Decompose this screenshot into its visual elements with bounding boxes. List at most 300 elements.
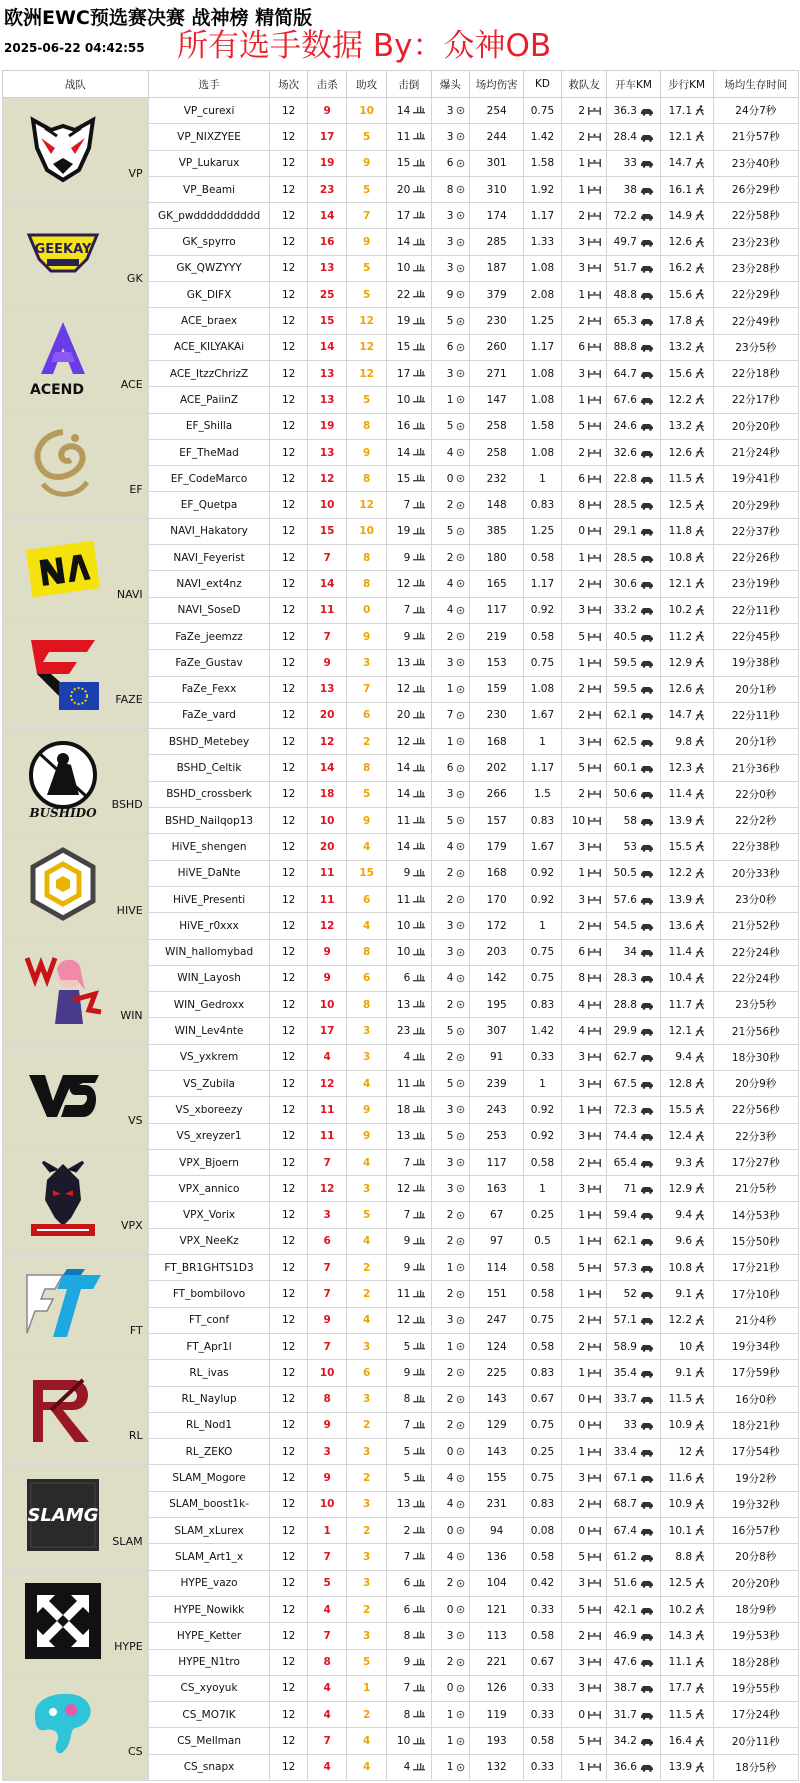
knock-icon <box>413 737 425 746</box>
walk-km-cell-value: 9.4 <box>675 1051 693 1064</box>
revives-cell-value: 3 <box>578 893 586 906</box>
knock-icon <box>413 159 425 168</box>
walk-km-cell-value: 12.6 <box>668 446 693 459</box>
drive-km-cell-value: 51.7 <box>613 262 637 275</box>
matches-cell-value: 12 <box>281 1577 296 1590</box>
player-name-value: FaZe_jeemzz <box>175 630 243 643</box>
walk-km-cell <box>660 781 713 807</box>
car-icon <box>640 868 654 878</box>
walk-km-cell <box>660 466 713 492</box>
matches-cell-value: 12 <box>281 262 296 275</box>
matches-cell-value: 12 <box>281 1156 296 1169</box>
revive-icon <box>588 1000 601 1010</box>
headshots-cell <box>431 98 469 124</box>
avg-survival-cell-value: 21分56秒 <box>731 1025 780 1038</box>
walk-icon <box>695 815 705 826</box>
player-name-value: HYPE_vazo <box>180 1577 238 1590</box>
kd-cell-value: 0.92 <box>530 1103 555 1116</box>
revive-icon <box>588 1026 601 1036</box>
revive-icon <box>588 1631 601 1641</box>
matches-cell-value: 12 <box>281 1445 296 1458</box>
headshots-cell-value: 0 <box>446 1682 454 1695</box>
avg-damage-cell <box>470 1675 524 1701</box>
revives-cell-value: 3 <box>578 1656 586 1669</box>
assists-cell-value: 4 <box>363 1735 371 1748</box>
headshot-icon <box>456 106 465 115</box>
avg-survival-cell <box>713 1044 798 1070</box>
revives-cell-value: 1 <box>578 551 586 564</box>
kd-cell <box>524 1675 561 1701</box>
headshots-cell <box>431 571 469 597</box>
headshots-cell <box>431 360 469 386</box>
revives-cell <box>561 334 607 360</box>
knocks-cell-value: 23 <box>396 1025 411 1038</box>
walk-km-cell-value: 11.8 <box>668 525 693 538</box>
team-cell-navi <box>3 518 149 623</box>
revives-cell <box>561 1702 607 1728</box>
matches-cell <box>270 1333 307 1359</box>
walk-km-cell <box>660 860 713 886</box>
headshots-cell-value: 3 <box>446 788 454 801</box>
knock-icon <box>413 948 425 957</box>
knocks-cell <box>386 1018 431 1044</box>
player-name <box>148 334 270 360</box>
knocks-cell <box>386 1070 431 1096</box>
player-name-value: VP_Lukarux <box>178 157 240 170</box>
walk-km-cell-value: 13.9 <box>668 814 693 827</box>
walk-icon <box>695 684 705 695</box>
avg-survival-cell <box>713 98 798 124</box>
knock-icon <box>413 553 425 562</box>
kills-cell <box>307 334 347 360</box>
player-name-value: NAVI_Hakatory <box>170 525 248 538</box>
matches-cell <box>270 808 307 834</box>
revive-icon <box>588 579 601 589</box>
revives-cell-value: 3 <box>578 236 586 249</box>
drive-km-cell <box>607 1255 660 1281</box>
kd-cell <box>524 597 561 623</box>
matches-cell <box>270 360 307 386</box>
knocks-cell <box>386 334 431 360</box>
revives-cell-value: 2 <box>578 788 586 801</box>
matches-cell-value: 12 <box>281 1656 296 1669</box>
drive-km-cell-value: 48.8 <box>613 288 637 301</box>
avg-survival-cell-value: 22分38秒 <box>731 841 780 854</box>
car-icon <box>640 1184 654 1194</box>
player-name-value: HiVE_shengen <box>171 840 247 853</box>
assists-cell <box>347 808 387 834</box>
matches-cell <box>270 1544 307 1570</box>
player-name <box>148 98 270 124</box>
revive-icon <box>588 474 601 484</box>
matches-cell <box>270 1044 307 1070</box>
revives-cell <box>561 571 607 597</box>
avg-survival-cell <box>713 1675 798 1701</box>
assists-cell-value: 7 <box>363 209 371 222</box>
headshots-cell <box>431 860 469 886</box>
headshots-cell <box>431 1149 469 1175</box>
player-name <box>148 282 270 308</box>
knocks-cell <box>386 1702 431 1728</box>
headshots-cell-value: 2 <box>446 1235 454 1248</box>
walk-km-cell <box>660 1623 713 1649</box>
headshots-cell <box>431 1649 469 1675</box>
avg-survival-cell-value: 22分26秒 <box>731 552 780 565</box>
drive-km-cell <box>607 1544 660 1570</box>
assists-cell <box>347 1544 387 1570</box>
headshots-cell <box>431 1281 469 1307</box>
assists-cell-value: 4 <box>363 1761 371 1774</box>
drive-km-cell-value: 65.3 <box>613 315 637 328</box>
player-name <box>148 413 270 439</box>
car-icon <box>640 763 654 773</box>
knocks-cell <box>386 229 431 255</box>
kd-cell-value: 1.17 <box>530 762 555 775</box>
knock-icon <box>413 369 425 378</box>
knocks-cell-value: 16 <box>396 420 411 433</box>
walk-km-cell <box>660 518 713 544</box>
kills-cell-value: 19 <box>319 420 335 433</box>
player-name <box>148 1728 270 1754</box>
drive-km-cell <box>607 939 660 965</box>
player-name <box>148 545 270 571</box>
kd-cell <box>524 282 561 308</box>
knocks-cell <box>386 1518 431 1544</box>
avg-survival-cell <box>713 1018 798 1044</box>
revives-cell <box>561 360 607 386</box>
revives-cell-value: 1 <box>578 867 586 880</box>
drive-km-cell <box>607 1570 660 1596</box>
headshot-icon <box>456 369 465 378</box>
player-name-value: NAVI_ext4nz <box>176 577 242 590</box>
kd-cell <box>524 913 561 939</box>
matches-cell-value: 12 <box>281 420 296 433</box>
kills-cell-value: 8 <box>323 1393 331 1406</box>
player-name <box>148 1675 270 1701</box>
walk-km-cell <box>660 308 713 334</box>
walk-km-cell-value: 9.3 <box>675 1156 693 1169</box>
avg-survival-cell <box>713 203 798 229</box>
walk-icon <box>695 289 705 300</box>
kills-cell <box>307 255 347 281</box>
avg-survival-cell-value: 19分34秒 <box>731 1341 780 1354</box>
matches-cell <box>270 939 307 965</box>
avg-damage-cell <box>470 939 524 965</box>
headshot-icon <box>456 1579 465 1588</box>
avg-survival-cell-value: 20分1秒 <box>735 736 777 749</box>
revives-cell <box>561 1518 607 1544</box>
headshots-cell <box>431 518 469 544</box>
drive-km-cell-value: 50.6 <box>613 788 637 801</box>
player-name <box>148 466 270 492</box>
drive-km-cell <box>607 1123 660 1149</box>
walk-icon <box>695 342 705 353</box>
knocks-cell <box>386 939 431 965</box>
player-name-value: ACE_PaiinZ <box>179 393 239 406</box>
walk-icon <box>695 368 705 379</box>
kills-cell-value: 3 <box>323 1445 331 1458</box>
headshots-cell <box>431 1018 469 1044</box>
knocks-cell <box>386 1439 431 1465</box>
avg-survival-cell-value: 16分57秒 <box>731 1525 780 1538</box>
kd-cell-value: 1 <box>539 919 546 932</box>
assists-cell-value: 9 <box>363 814 371 827</box>
avg-damage-cell <box>470 1333 524 1359</box>
knocks-cell-value: 2 <box>403 1524 411 1537</box>
player-name <box>148 1228 270 1254</box>
headshot-icon <box>456 711 465 720</box>
revive-icon <box>588 316 601 326</box>
headshots-cell-value: 2 <box>446 1419 454 1432</box>
walk-km-cell-value: 16.2 <box>668 262 693 275</box>
vuptrox-logo-icon <box>23 1160 103 1240</box>
kd-cell-value: 0.83 <box>530 499 555 512</box>
knock-icon <box>413 106 425 115</box>
kd-cell <box>524 176 561 202</box>
headshot-icon <box>456 1552 465 1561</box>
kd-cell <box>524 939 561 965</box>
knocks-cell <box>386 781 431 807</box>
knocks-cell <box>386 965 431 991</box>
assists-cell <box>347 1491 387 1517</box>
revives-cell-value: 3 <box>578 1130 586 1143</box>
headshot-icon <box>456 658 465 667</box>
drive-km-cell <box>607 439 660 465</box>
revives-cell <box>561 1465 607 1491</box>
kills-cell <box>307 886 347 912</box>
knocks-cell <box>386 1386 431 1412</box>
car-icon <box>640 1552 654 1562</box>
knocks-cell <box>386 1255 431 1281</box>
matches-cell <box>270 255 307 281</box>
avg-damage-cell-value: 163 <box>486 1182 507 1195</box>
avg-survival-cell-value: 18分21秒 <box>731 1419 780 1432</box>
knocks-cell-value: 14 <box>396 762 411 775</box>
avg-survival-cell-value: 14分53秒 <box>731 1209 780 1222</box>
walk-km-cell-value: 15.5 <box>668 1103 693 1116</box>
car-icon <box>640 342 654 352</box>
walk-km-cell <box>660 597 713 623</box>
avg-damage-cell <box>470 308 524 334</box>
kd-cell-value: 1.25 <box>530 315 555 328</box>
drive-km-cell-value: 34.2 <box>613 1735 637 1748</box>
knock-icon <box>413 1342 425 1351</box>
knocks-cell-value: 9 <box>403 1366 411 1379</box>
headshots-cell-value: 0 <box>446 1445 454 1458</box>
kd-cell <box>524 1754 561 1780</box>
avg-damage-cell-value: 172 <box>486 919 507 932</box>
kills-cell-value: 4 <box>323 1682 331 1695</box>
headshots-cell-value: 5 <box>446 814 454 827</box>
car-icon <box>640 1105 654 1115</box>
drive-km-cell-value: 57.6 <box>613 893 637 906</box>
drive-km-cell <box>607 808 660 834</box>
walk-km-cell <box>660 1675 713 1701</box>
team-abbr: SLAM <box>112 1534 143 1548</box>
headshot-icon <box>456 1132 465 1141</box>
matches-cell <box>270 1675 307 1701</box>
assists-cell-value: 6 <box>363 709 371 722</box>
assists-cell-value: 8 <box>363 998 371 1011</box>
revive-icon <box>588 632 601 642</box>
avg-survival-cell-value: 20分9秒 <box>735 1078 777 1091</box>
kd-cell <box>524 1544 561 1570</box>
revives-cell <box>561 545 607 571</box>
knock-icon <box>413 764 425 773</box>
walk-km-cell-value: 11.5 <box>668 1393 693 1406</box>
walk-km-cell <box>660 1123 713 1149</box>
revives-cell <box>561 1307 607 1333</box>
matches-cell-value: 12 <box>281 367 296 380</box>
team-cell-cs <box>3 1675 149 1780</box>
avg-survival-cell <box>713 1070 798 1096</box>
avg-survival-cell <box>713 676 798 702</box>
drive-km-cell <box>607 98 660 124</box>
headshots-cell <box>431 387 469 413</box>
avg-damage-cell <box>470 229 524 255</box>
matches-cell <box>270 1202 307 1228</box>
kd-cell <box>524 1728 561 1754</box>
walk-km-cell-value: 12.6 <box>668 683 693 696</box>
headshots-cell <box>431 413 469 439</box>
kd-cell <box>524 1491 561 1517</box>
kd-cell <box>524 1596 561 1622</box>
kd-cell <box>524 229 561 255</box>
headshots-cell <box>431 913 469 939</box>
knocks-cell-value: 4 <box>403 1761 411 1774</box>
avg-damage-cell <box>470 808 524 834</box>
knocks-cell <box>386 992 431 1018</box>
kills-cell-value: 7 <box>323 1156 331 1169</box>
header-walk-km: 步行KM <box>660 71 713 98</box>
matches-cell <box>270 1070 307 1096</box>
headshot-icon <box>456 974 465 983</box>
walk-icon <box>695 894 705 905</box>
revive-icon <box>588 684 601 694</box>
avg-survival-cell <box>713 860 798 886</box>
avg-damage-cell <box>470 781 524 807</box>
kills-cell <box>307 1754 347 1780</box>
kills-cell <box>307 518 347 544</box>
matches-cell-value: 12 <box>281 1235 296 1248</box>
headshots-cell <box>431 1728 469 1754</box>
kills-cell <box>307 466 347 492</box>
headshots-cell-value: 3 <box>446 104 454 117</box>
avg-survival-cell-value: 22分18秒 <box>731 368 780 381</box>
walk-km-cell <box>660 150 713 176</box>
knock-icon <box>413 527 425 536</box>
kd-cell-value: 1.08 <box>530 367 555 380</box>
headshots-cell-value: 3 <box>446 130 454 143</box>
kills-cell-value: 7 <box>323 1340 331 1353</box>
walk-km-cell-value: 11.4 <box>668 946 693 959</box>
knock-icon <box>413 1053 425 1062</box>
avg-survival-cell-value: 22分11秒 <box>731 604 780 617</box>
avg-damage-cell <box>470 1623 524 1649</box>
player-name-value: ACE_braex <box>180 315 238 328</box>
revives-cell-value: 1 <box>578 1366 586 1379</box>
revives-cell <box>561 1097 607 1123</box>
knocks-cell-value: 12 <box>396 735 411 748</box>
cs-blob-logo-icon <box>23 1686 103 1766</box>
revive-icon <box>588 605 601 615</box>
matches-cell-value: 12 <box>281 946 296 959</box>
kd-cell-value: 0.33 <box>530 1051 555 1064</box>
car-icon <box>640 421 654 431</box>
kills-cell-value: 14 <box>319 762 335 775</box>
knocks-cell-value: 6 <box>403 1577 411 1590</box>
headshots-cell-value: 3 <box>446 656 454 669</box>
kd-cell <box>524 1123 561 1149</box>
revive-icon <box>588 1368 601 1378</box>
knocks-cell-value: 11 <box>396 893 411 906</box>
kills-cell-value: 10 <box>319 1498 335 1511</box>
player-name <box>148 965 270 991</box>
headshots-cell-value: 5 <box>446 420 454 433</box>
assists-cell <box>347 308 387 334</box>
player-name-value: HiVE_DaNte <box>177 867 241 880</box>
kills-cell <box>307 755 347 781</box>
headshots-cell <box>431 992 469 1018</box>
headshots-cell <box>431 492 469 518</box>
car-icon <box>640 500 654 510</box>
player-name <box>148 150 270 176</box>
knocks-cell-value: 10 <box>396 1735 411 1748</box>
matches-cell-value: 12 <box>281 499 296 512</box>
headshot-icon <box>456 816 465 825</box>
walk-km-cell <box>660 808 713 834</box>
drive-km-cell-value: 33.2 <box>613 604 637 617</box>
assists-cell <box>347 1176 387 1202</box>
headshots-cell-value: 3 <box>446 1629 454 1642</box>
kd-cell-value: 0.75 <box>530 104 555 117</box>
team-abbr: VPX <box>120 1219 143 1233</box>
player-name <box>148 1702 270 1728</box>
avg-survival-cell <box>713 886 798 912</box>
kills-cell <box>307 492 347 518</box>
headshots-cell-value: 1 <box>446 1708 454 1721</box>
knocks-cell-value: 20 <box>396 709 411 722</box>
kd-cell-value: 1.08 <box>530 683 555 696</box>
drive-km-cell <box>607 1333 660 1359</box>
headshots-cell <box>431 1255 469 1281</box>
knock-icon <box>413 1105 425 1114</box>
kd-cell-value: 0.58 <box>530 630 555 643</box>
acend-logo-icon <box>23 318 103 398</box>
knocks-cell <box>386 1596 431 1622</box>
headshots-cell <box>431 808 469 834</box>
assists-cell-value: 8 <box>363 577 371 590</box>
matches-cell <box>270 124 307 150</box>
walk-icon <box>695 421 705 432</box>
drive-km-cell <box>607 1202 660 1228</box>
kd-cell-value: 0.83 <box>530 814 555 827</box>
drive-km-cell-value: 49.7 <box>613 236 637 249</box>
assists-cell <box>347 729 387 755</box>
player-row <box>3 1465 799 1491</box>
avg-damage-cell <box>470 1386 524 1412</box>
player-name-value: VP_curexi <box>183 104 235 117</box>
assists-cell <box>347 860 387 886</box>
knock-icon <box>413 343 425 352</box>
player-name <box>148 571 270 597</box>
knocks-cell-value: 14 <box>396 788 411 801</box>
revive-icon <box>588 132 601 142</box>
assists-cell-value: 2 <box>363 1472 371 1485</box>
kills-cell-value: 7 <box>323 1550 331 1563</box>
walk-icon <box>695 947 705 958</box>
car-icon <box>640 921 654 931</box>
